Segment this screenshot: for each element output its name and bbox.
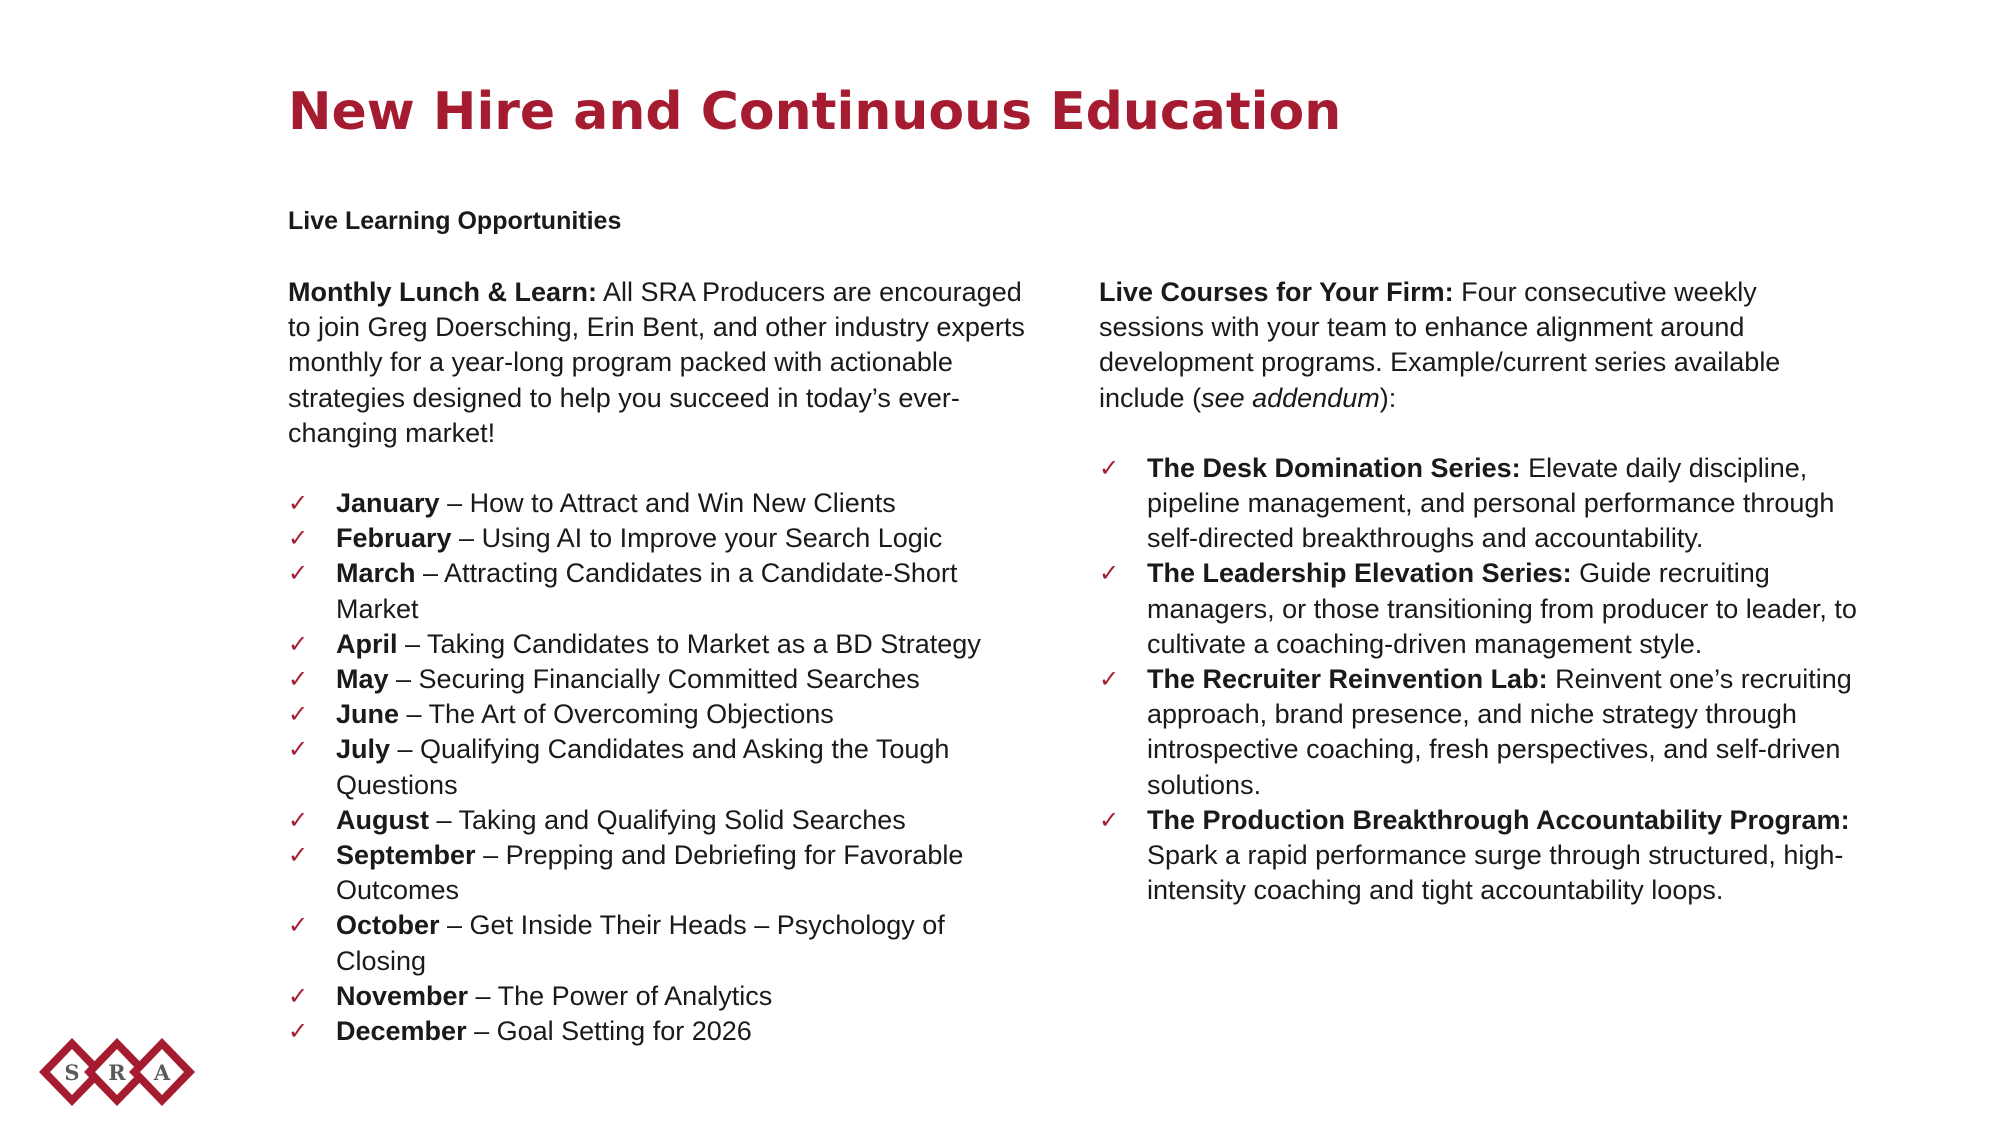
- course-series-item-title: The Recruiter Reinvention Lab:: [1147, 664, 1548, 695]
- logo-letter-s: S: [64, 1060, 80, 1085]
- course-series-item-text: Spark a rapid performance surge through structured, high-intensity coaching and tight accountability loops.: [1147, 840, 1844, 906]
- month-topic-item: [288, 486, 1028, 521]
- month-topic-item-title: January: [336, 488, 440, 519]
- month-topic-item-text: – Get Inside Their Heads – Psychology of Closing: [336, 910, 945, 976]
- month-topic-item: [288, 803, 1028, 838]
- month-topic-item: [288, 1014, 1028, 1049]
- course-series-list: [1099, 451, 1869, 909]
- live-courses-column: [1099, 275, 1869, 908]
- checkmark-icon: ✓: [1099, 559, 1120, 588]
- month-topic-item-title: December: [336, 1016, 467, 1047]
- logo-diamond-a: [129, 1038, 195, 1106]
- lunch-and-learn-text: All SRA Producers are encouraged to join Greg Doersching, Erin Bent, and other industry experts monthly for a year-long program packed with actionable strategies designed to help you succeed in today’s ever-changing market!: [288, 277, 1025, 448]
- checkmark-icon: ✓: [288, 559, 309, 588]
- month-topic-item: [288, 732, 1028, 802]
- month-topic-item-text: – How to Attract and Win New Clients: [439, 488, 896, 519]
- course-series-item-title: The Leadership Elevation Series:: [1147, 558, 1572, 589]
- logo-letter-r: R: [108, 1060, 126, 1085]
- month-topic-item: [288, 662, 1028, 697]
- month-topic-item-title: October: [336, 910, 440, 941]
- course-series-item-text: Guide recruiting managers, or those transitioning from producer to leader, to cultivate a coaching-driven management style.: [1147, 558, 1857, 659]
- month-topic-item-text: – Attracting Candidates in a Candidate-Short Market: [336, 558, 958, 624]
- course-series-item-text: Elevate daily discipline, pipeline management, and personal performance through self-directed breakthroughs and accountability.: [1147, 452, 1835, 554]
- month-topic-item: [288, 697, 1028, 732]
- month-topic-item-text: – Taking Candidates to Market as a BD Strategy: [397, 628, 981, 659]
- month-topic-item-text: – Taking and Qualifying Solid Searches: [428, 804, 906, 835]
- lunch-and-learn-column: [288, 275, 1028, 1049]
- checkmark-icon: ✓: [1099, 453, 1120, 482]
- month-topic-item-title: April: [336, 628, 398, 659]
- checkmark-icon: ✓: [288, 735, 309, 764]
- course-series-item: [1099, 556, 1869, 662]
- checkmark-icon: ✓: [1099, 665, 1120, 694]
- sra-logo: [36, 1035, 198, 1109]
- month-topic-item-title: June: [336, 699, 400, 730]
- month-topic-item: [288, 627, 1028, 662]
- course-series-item: [1099, 451, 1869, 557]
- month-topic-item-title: May: [336, 664, 389, 695]
- checkmark-icon: ✓: [288, 805, 309, 834]
- live-courses-lead: Live Courses for Your Firm:: [1099, 277, 1454, 307]
- month-topic-item: [288, 908, 1028, 978]
- section-subheading: Live Learning Opportunities: [288, 207, 622, 235]
- live-courses-intro: [1099, 275, 1869, 416]
- checkmark-icon: ✓: [288, 841, 309, 870]
- checkmark-icon: ✓: [288, 981, 309, 1010]
- checkmark-icon: ✓: [288, 524, 309, 553]
- live-courses-addendum: see addendum: [1201, 382, 1380, 413]
- course-series-item: [1099, 803, 1869, 909]
- checkmark-icon: ✓: [288, 700, 309, 729]
- month-topic-item-text: – The Art of Overcoming Objections: [399, 699, 834, 730]
- course-series-item: [1099, 662, 1869, 803]
- month-topic-item-title: March: [336, 558, 416, 589]
- checkmark-icon: ✓: [288, 629, 309, 658]
- month-topic-item-text: – Using AI to Improve your Search Logic: [451, 523, 943, 554]
- monthly-topic-list: [288, 486, 1028, 1049]
- checkmark-icon: ✓: [288, 665, 309, 694]
- month-topic-item-text: – Goal Setting for 2026: [466, 1016, 752, 1047]
- month-topic-item-text: – The Power of Analytics: [468, 980, 773, 1011]
- lunch-and-learn-lead: Monthly Lunch & Learn:: [288, 277, 597, 307]
- month-topic-item: [288, 521, 1028, 556]
- lunch-and-learn-intro: [288, 275, 1028, 451]
- month-topic-item-text: – Qualifying Candidates and Asking the Tough Questions: [336, 734, 950, 800]
- checkmark-icon: ✓: [288, 489, 309, 518]
- live-courses-end: ):: [1379, 382, 1397, 413]
- month-topic-item-title: November: [336, 980, 469, 1011]
- logo-letter-a: A: [153, 1060, 171, 1085]
- month-topic-item-title: August: [336, 804, 429, 835]
- course-series-item-title: The Desk Domination Series:: [1147, 452, 1521, 483]
- course-series-item-text: Reinvent one’s recruiting approach, brand presence, and niche strategy through introspective coaching, fresh perspectives, and self-driven solutions.: [1147, 664, 1852, 800]
- month-topic-item-title: February: [336, 523, 452, 554]
- month-topic-item: [288, 556, 1028, 626]
- month-topic-item-title: July: [336, 734, 391, 765]
- checkmark-icon: ✓: [1099, 805, 1120, 834]
- month-topic-item-text: – Securing Financially Committed Searches: [388, 664, 920, 695]
- live-courses-text: Four consecutive weekly sessions with your team to enhance alignment around development programs. Example/current series available include (: [1099, 277, 1781, 413]
- month-topic-item: [288, 838, 1028, 908]
- month-topic-item-title: September: [336, 840, 476, 871]
- course-series-item-title: The Production Breakthrough Accountability Program:: [1147, 804, 1850, 835]
- checkmark-icon: ✓: [288, 1017, 309, 1046]
- month-topic-item-text: – Prepping and Debriefing for Favorable Outcomes: [336, 840, 964, 906]
- month-topic-item: [288, 979, 1028, 1014]
- checkmark-icon: ✓: [288, 911, 309, 940]
- page-title: New Hire and Continuous Education: [288, 82, 1342, 142]
